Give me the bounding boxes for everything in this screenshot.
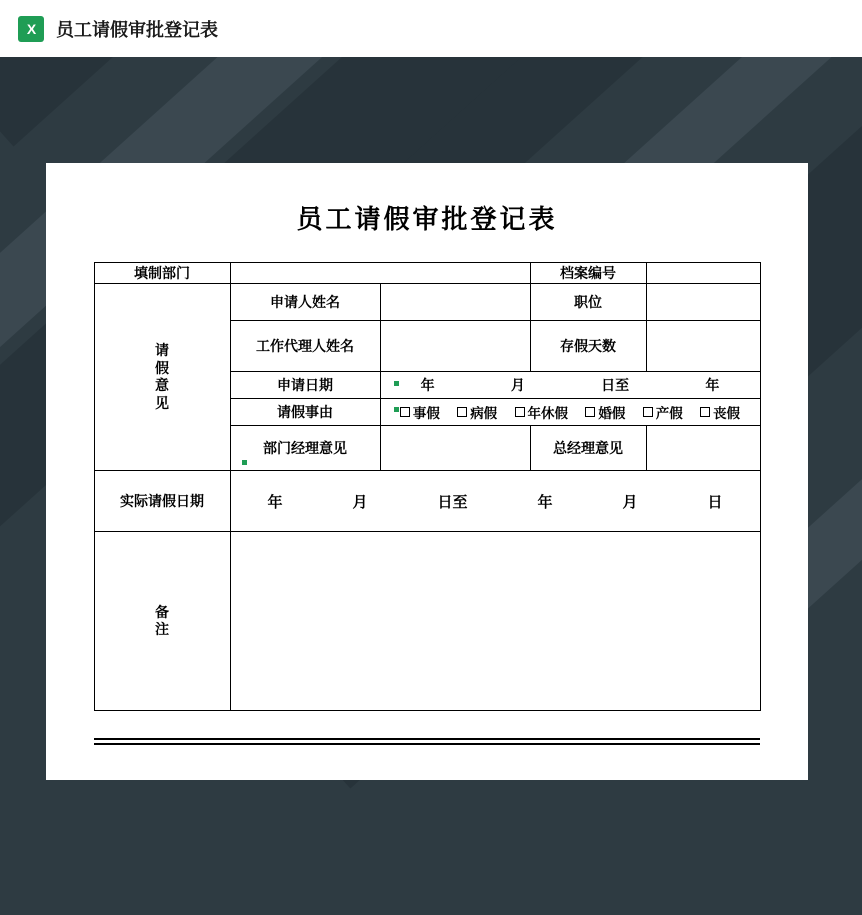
position-label: 职位 [530, 284, 646, 321]
actual-date-unit: 日至 [437, 493, 468, 511]
leave-opinion-text: 请 假 意 见 [155, 342, 169, 411]
apply-date-label: 申请日期 [230, 372, 380, 399]
leave-type-option[interactable] [585, 402, 625, 422]
actual-leave-date-value[interactable] [230, 471, 760, 532]
checkbox-icon[interactable] [515, 407, 525, 417]
leave-reason-label: 请假事由 [230, 399, 380, 426]
leave-type-label: 产假 [655, 406, 683, 421]
apply-date-unit: 月 [510, 377, 525, 393]
apply-date-unit: 年 [705, 377, 720, 393]
remark-text: 备 注 [155, 603, 169, 637]
leave-type-option[interactable] [457, 402, 497, 422]
document-sheet [46, 163, 808, 780]
leave-type-option[interactable] [700, 402, 740, 422]
archive-no-value[interactable] [646, 263, 760, 284]
footer-double-rule [94, 738, 760, 745]
leave-type-label: 病假 [470, 406, 498, 421]
table-row [94, 263, 760, 284]
checkbox-icon[interactable] [700, 407, 710, 417]
dept-manager-value[interactable] [380, 426, 530, 471]
window-title: 员工请假审批登记表 [56, 19, 218, 40]
fill-department-value[interactable] [230, 263, 530, 284]
cell-marker [394, 407, 399, 412]
checkbox-icon[interactable] [457, 407, 467, 417]
actual-date-unit: 年 [537, 493, 553, 511]
agent-name-label: 工作代理人姓名 [230, 321, 380, 372]
leave-type-label: 丧假 [713, 406, 741, 421]
general-manager-value[interactable] [646, 426, 760, 471]
leave-type-label: 婚假 [598, 406, 626, 421]
stored-days-value[interactable] [646, 321, 760, 372]
leave-type-option[interactable] [515, 402, 569, 422]
leave-opinion-label [94, 284, 230, 471]
checkbox-icon[interactable] [585, 407, 595, 417]
actual-date-unit: 日 [707, 493, 723, 511]
applicant-name-label: 申请人姓名 [230, 284, 380, 321]
agent-name-value[interactable] [380, 321, 530, 372]
leave-type-label: 事假 [412, 406, 440, 421]
leave-type-option[interactable] [400, 402, 440, 422]
archive-no-label: 档案编号 [530, 263, 646, 284]
apply-date-unit: 年 [420, 377, 435, 393]
general-manager-label: 总经理意见 [530, 426, 646, 471]
cell-marker [394, 381, 399, 386]
actual-date-unit: 月 [622, 493, 638, 511]
position-value[interactable] [646, 284, 760, 321]
table-row [94, 532, 760, 711]
checkbox-icon[interactable] [400, 407, 410, 417]
excel-icon: X [18, 16, 44, 42]
table-row [94, 284, 760, 321]
cell-marker [242, 460, 247, 465]
actual-date-unit: 年 [267, 493, 283, 511]
leave-type-label: 年休假 [527, 406, 569, 421]
stored-days-label: 存假天数 [530, 321, 646, 372]
remark-value[interactable] [230, 532, 760, 711]
fill-department-label: 填制部门 [94, 263, 230, 284]
remark-label [94, 532, 230, 711]
apply-date-units [383, 375, 758, 395]
table-row [94, 471, 760, 532]
actual-date-unit: 月 [352, 493, 368, 511]
checkbox-icon[interactable] [643, 407, 653, 417]
apply-date-value[interactable] [380, 372, 760, 399]
leave-type-option[interactable] [643, 402, 683, 422]
apply-date-unit: 日至 [601, 377, 630, 393]
applicant-name-value[interactable] [380, 284, 530, 321]
title-bar [0, 0, 862, 57]
actual-leave-date-label: 实际请假日期 [94, 471, 230, 532]
leave-form-table [94, 262, 761, 711]
dept-manager-label: 部门经理意见 [230, 426, 380, 471]
leave-type-list [383, 402, 758, 422]
actual-date-units [233, 491, 758, 512]
leave-type-options[interactable] [380, 399, 760, 426]
document-title: 员工请假审批登记表 [296, 204, 558, 234]
